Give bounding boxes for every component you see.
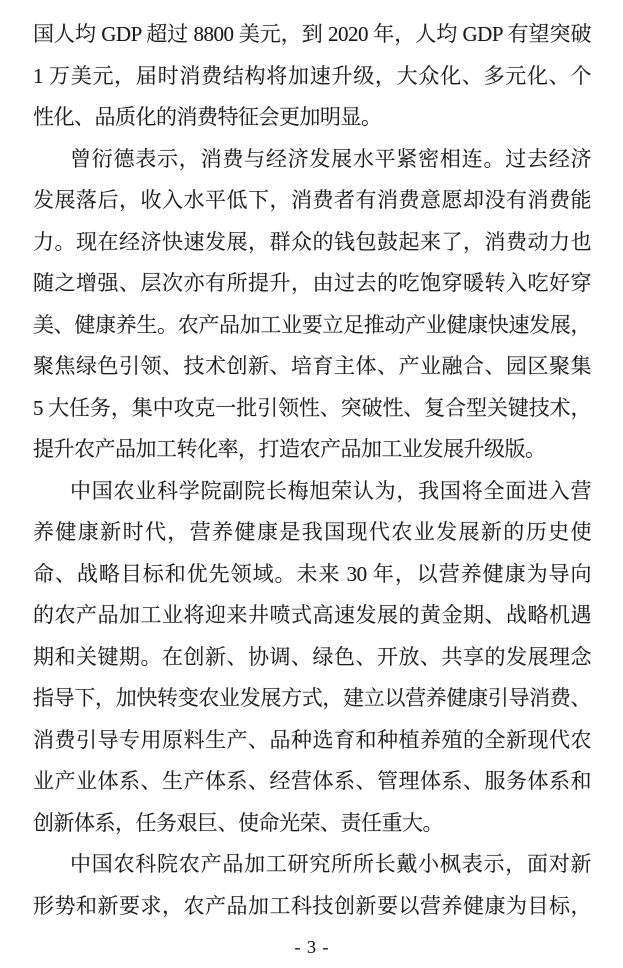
text-line: 中国农科院农产品加工研究所所长戴小枫表示，面对新 bbox=[70, 852, 591, 876]
text-line: 养健康新时代，营养健康是我国现代农业发展新的历史使 bbox=[33, 520, 591, 544]
text-line: 的农产品加工业将迎来井喷式高速发展的黄金期、战略机遇 bbox=[33, 603, 591, 627]
body-text bbox=[33, 14, 591, 927]
text-line: 1 万美元，届时消费结构将加速升级，大众化、多元化、个 bbox=[33, 63, 591, 88]
text-line: 性化、品质化的消费特征会更加明显。 bbox=[33, 105, 382, 129]
text-line: 随之增强、层次亦有所提升，由过去的吃饱穿暖转入吃好穿 bbox=[33, 271, 591, 295]
text-line: 发展落后，收入水平低下，消费者有消费意愿却没有消费能 bbox=[33, 188, 591, 212]
text-line: 聚焦绿色引领、技术创新、培育主体、产业融合、园区聚集 bbox=[33, 354, 591, 378]
text-line: 形势和新要求，农产品加工科技创新要以营养健康为目标， bbox=[33, 893, 591, 918]
page-number: - 3 - bbox=[294, 937, 330, 957]
text-line: 指导下，加快转变农业发展方式，建立以营养健康引导消费、 bbox=[33, 686, 591, 710]
text-line: 曾衍德表示，消费与经济发展水平紧密相连。过去经济 bbox=[70, 146, 591, 171]
text-line: 消费引导专用原料生产、品种选育和种植养殖的全新现代农 bbox=[33, 727, 591, 752]
text-line: 中国农业科学院副院长梅旭荣认为，我国将全面进入营 bbox=[70, 478, 591, 503]
text-line: 命、战略目标和优先领域。未来 30 年，以营养健康为导向 bbox=[33, 561, 591, 586]
text-line: 提升农产品加工转化率，打造农产品加工业发展升级版。 bbox=[33, 437, 546, 461]
text-line: 美、健康养生。农产品加工业要立足推动产业健康快速发展， bbox=[33, 312, 591, 337]
text-line: 国人均 GDP 超过 8800 美元，到 2020 年，人均 GDP 有望突破 bbox=[33, 22, 591, 46]
text-line: 期和关键期。在创新、协调、绿色、开放、共享的发展理念 bbox=[33, 644, 591, 669]
text-line: 业产业体系、生产体系、经营体系、管理体系、服务体系和 bbox=[33, 769, 591, 793]
text-line: 5 大任务，集中攻克一批引领性、突破性、复合型关键技术， bbox=[33, 395, 591, 420]
text-line: 力。现在经济快速发展，群众的钱包鼓起来了，消费动力也 bbox=[33, 229, 591, 254]
text-line: 创新体系，任务艰巨、使命光荣、责任重大。 bbox=[33, 810, 443, 835]
